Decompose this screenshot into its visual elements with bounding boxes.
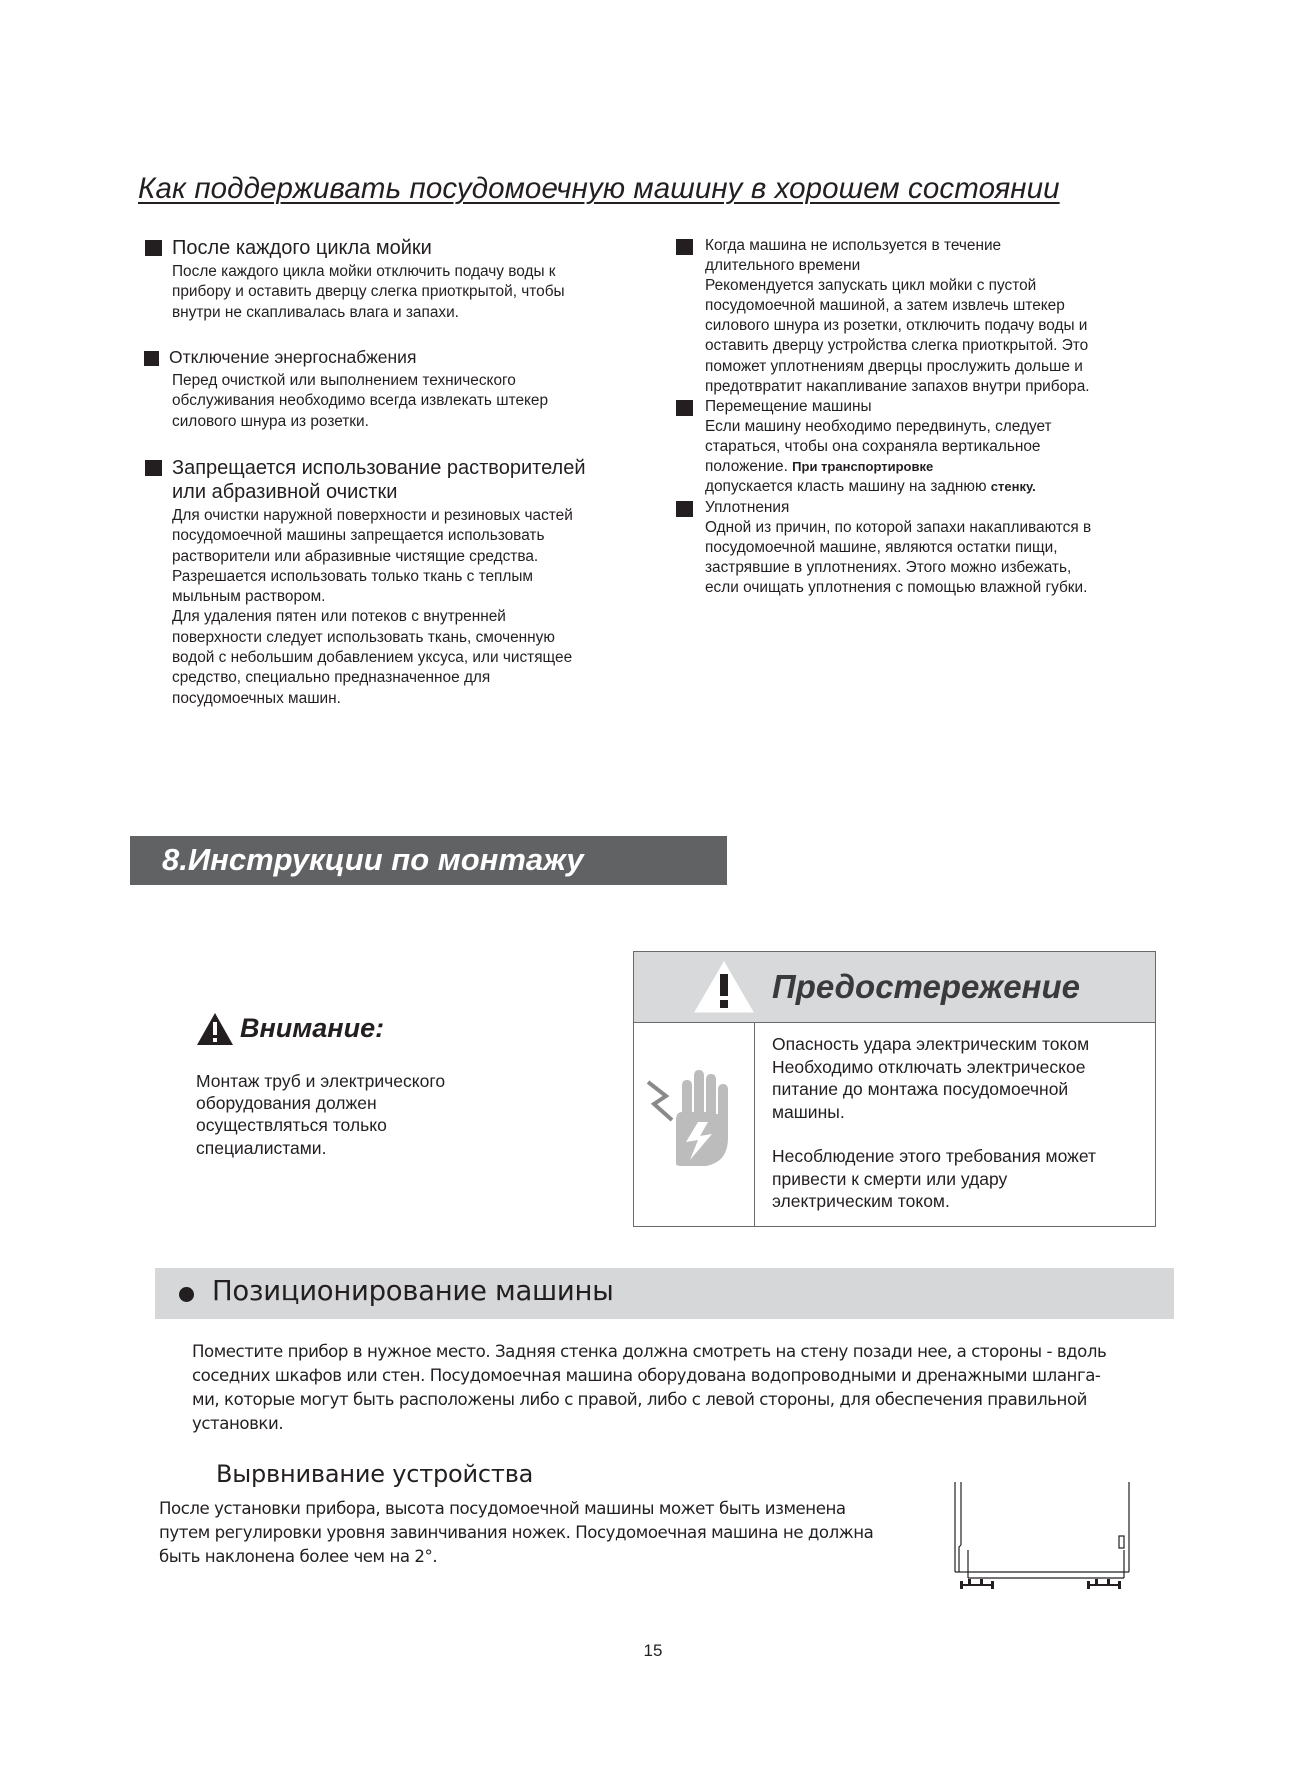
electric-shock-hand-icon: [636, 1062, 748, 1174]
section-heading: Запрещается использование растворителей: [172, 457, 586, 479]
positioning-title: Позиционирование машины: [212, 1275, 614, 1307]
square-bullet-icon: [676, 400, 693, 416]
positioning-body: Поместите прибор в нужное место. Задняя стенка должна смотреть на стену позади нее, а стороны - вдоль соседних шкафов или стен. Посудомоечная машина оборудована водопроводными и дренажными шланга- ми, которые могут быть расположены либо с правой, либо с левой стороны, для обеспечения правильной установки.: [192, 1342, 1107, 1433]
section-heading: или абразивной очистки: [172, 481, 398, 503]
section-body: Для очистки наружной поверхности и резиновых частей посудомоечной машины запрещается использовать растворители или абразивные чистящие средства. Разрешается использовать только ткань с теплым мыльным раствором. Для удаления пятен или потеков с внутренней поверхности следует использовать ткань, смоченную водой с небольшим добавлением уксуса, или чистящее средство, специально предназначенное для посудомоечных машин.: [172, 507, 573, 707]
section-heading: После каждого цикла мойки: [172, 237, 432, 259]
square-bullet-icon: [145, 240, 162, 256]
section-no-solvents: [172, 456, 652, 709]
attention-body: Монтаж труб и электрического оборудования должен осуществляться только специалистами.: [196, 1071, 446, 1158]
square-bullet-icon: [676, 239, 693, 255]
section-after-cycle: [172, 236, 652, 323]
square-bullet-icon: [145, 460, 162, 476]
page-title: Как поддерживать посудомоечную машину в хорошем состоянии: [138, 172, 1060, 205]
square-bullet-icon: [144, 351, 159, 366]
section-moving: Перемещение машины Если машину необходимо передвинуть, следует стараться, чтобы она сохраняла вертикальное положение. При транспортировке допускается класть машину на заднюю стенку.: [705, 397, 1165, 497]
attention-title: Внимание:: [240, 1013, 385, 1043]
leveling-feet-diagram: [950, 1480, 1140, 1605]
section-body: Перед очисткой или выполнением технического обслуживания необходимо всегда извлекать штекер силового шнура из розетки.: [172, 372, 549, 430]
warning-box: [633, 951, 1156, 1227]
leveling-body: После установки прибора, высота посудомоечной машины может быть изменена путем регулировки уровня завинчивания ножек. Посудомоечная машина не должна быть наклонена более чем на 2°.: [159, 1499, 874, 1566]
round-bullet-icon: [179, 1287, 194, 1302]
section-long-unused: Когда машина не используется в течение длительного времени Рекомендуется запускать цикл мойки с пустой посудомоечной машиной, а затем извлечь штекер силового шнура из розетки, отключить подачу воды и оставить дверцу устройства слегка приоткрытой. Это поможет уплотнениям дверцы прослужить дольше и предотвратит накапливание запахов внутри прибора.: [705, 236, 1165, 397]
page-number: 15: [643, 1641, 663, 1660]
warning-text: Опасность удара электрическим током Необходимо отключать электрическое питание до монтажа посудомоечной машины. Несоблюдение этого требования может привести к смерти или удару электрическим током.: [772, 1034, 1096, 1211]
section-seals: Уплотнения Одной из причин, по которой запахи накапливаются в посудомоечной машине, являются остатки пищи, застрявшие в уплотнениях. Этого можно избежать, если очищать уплотнения с помощью влажной губки.: [705, 498, 1175, 598]
warning-header: [634, 952, 1155, 1023]
install-section-header: 8.Инструкции по монтажу: [130, 836, 727, 885]
section-power-off: [169, 345, 649, 432]
divider: [754, 1022, 755, 1226]
warning-title: Предостережение: [772, 968, 1080, 1005]
warning-triangle-icon: [196, 1012, 234, 1046]
square-bullet-icon: [676, 501, 693, 517]
warning-triangle-icon: [694, 961, 754, 1013]
section-body: После каждого цикла мойки отключить подачу воды к прибору и оставить дверцу слегка приоткрытой, чтобы внутри не скапливалась влага и запахи.: [172, 263, 565, 321]
leveling-title: Вырвнивание устройства: [216, 1460, 534, 1488]
section-heading: Отключение энергоснабжения: [169, 347, 417, 367]
positioning-header-bar: [155, 1268, 1174, 1319]
